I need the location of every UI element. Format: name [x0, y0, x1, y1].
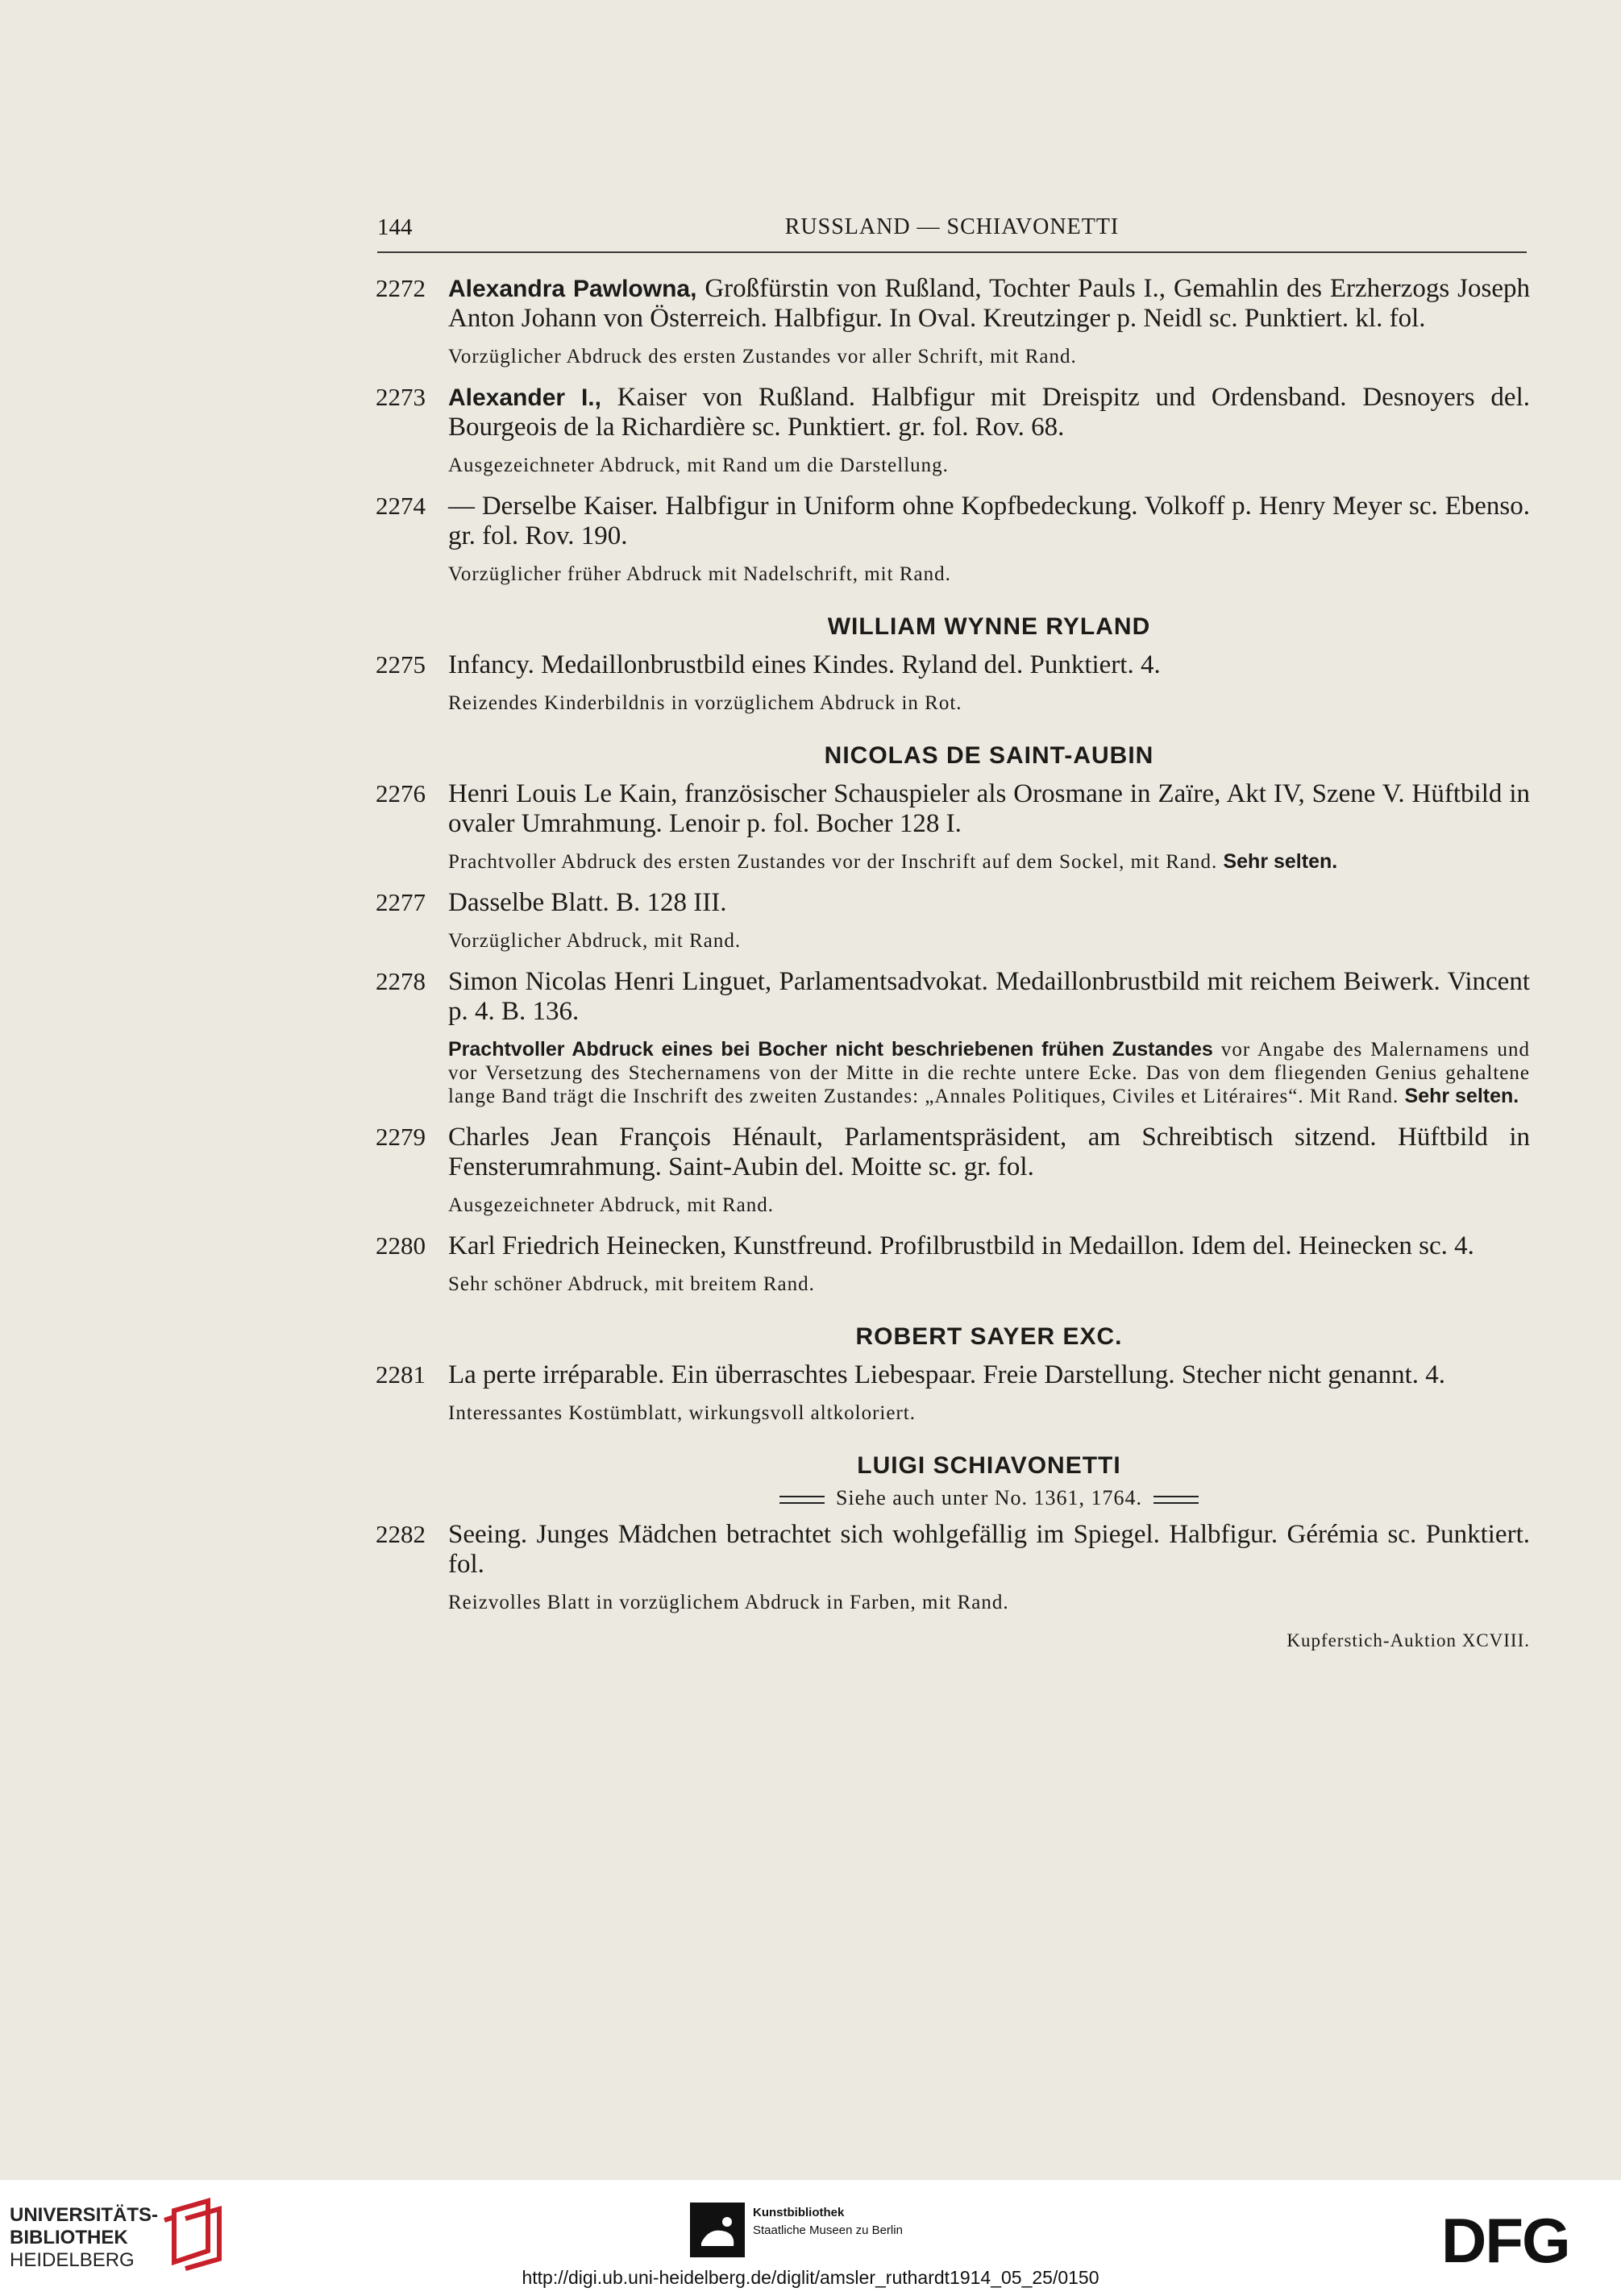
entry-description: Infancy. Medaillonbrustbild eines Kindes. Ryland del. Punktiert. 4. — [448, 650, 1161, 679]
condition-note — [448, 1194, 1530, 1217]
entry-number: 2274 — [376, 492, 426, 520]
condition-note — [448, 454, 1530, 477]
sitter-name: Alexandra Pawlowna, — [448, 276, 697, 302]
catalogue-entry — [376, 274, 1530, 368]
entry-description: Charles Jean François Hénault, Parlamentspräsident, am Schreibtisch sitzend. Hüftbild in Fensterumrahmung. Saint-Aubin del. Moitte sc. gr. fol. — [448, 1123, 1530, 1181]
entry-number: 2278 — [376, 967, 426, 995]
see-also-text: Siehe auch unter No. 1361, 1764. — [835, 1486, 1143, 1509]
kunstbibliothek-logo-icon[interactable] — [690, 2203, 745, 2257]
ub-heidelberg-logo-icon[interactable] — [158, 2194, 234, 2272]
section-heading-sayer: ROBERT SAYER EXC. — [855, 1323, 1123, 1350]
catalogue-entry — [376, 492, 1530, 586]
ub-line-1: UNIVERSITÄTS- — [10, 2204, 159, 2226]
entry-text — [448, 967, 1530, 1027]
entry-group — [376, 650, 1530, 715]
double-rule-right — [1153, 1496, 1199, 1504]
condition-note — [448, 850, 1530, 874]
condition-note — [448, 1591, 1530, 1614]
entry-group — [376, 1520, 1530, 1614]
ub-line-3: HEIDELBERG — [10, 2249, 135, 2271]
page-header — [377, 211, 1527, 253]
entry-description: — Derselbe Kaiser. Halbfigur in Uniform ohne Kopfbedeckung. Volkoff p. Henry Meyer sc. Ebenso. gr. fol. Rov. 190. — [448, 492, 1530, 550]
condition-note — [448, 691, 1530, 715]
entry-number: 2279 — [376, 1123, 426, 1151]
kb-line-1: Kunstbibliothek — [753, 2206, 845, 2219]
entry-group — [376, 274, 1530, 586]
see-also-line — [448, 1486, 1530, 1510]
entry-number: 2272 — [376, 274, 426, 302]
catalogue-entry — [376, 383, 1530, 477]
ub-line-2: BIBLIOTHEK — [10, 2227, 128, 2248]
condition-note — [448, 563, 1530, 586]
condition-note — [448, 1273, 1530, 1296]
entry-text — [448, 1520, 1530, 1580]
entry-description: La perte irréparable. Ein überraschtes Liebespaar. Freie Darstellung. Stecher nicht genannt. 4. — [448, 1360, 1445, 1389]
entry-text — [448, 1360, 1530, 1390]
condition-note-text: Reizvolles Blatt in vorzüglichem Abdruck in Farben, mit Rand. — [448, 1592, 1009, 1613]
condition-note-text: Sehr schöner Abdruck, mit breitem Rand. — [448, 1273, 815, 1295]
entry-description: Seeing. Junges Mädchen betrachtet sich wohlgefällig im Spiegel. Halbfigur. Gérémia sc. Punktiert. fol. — [448, 1520, 1530, 1579]
catalogue-content — [376, 274, 1530, 1651]
catalogue-entry — [376, 779, 1530, 874]
entry-number: 2276 — [376, 779, 426, 808]
condition-note-text: Vorzüglicher früher Abdruck mit Nadelschrift, mit Rand. — [448, 563, 951, 585]
catalogue-entry — [376, 1520, 1530, 1614]
entry-text — [448, 1123, 1530, 1182]
condition-note — [448, 1401, 1530, 1425]
footnote: Kupferstich-Auktion XCVIII. — [1286, 1630, 1530, 1650]
section-heading-ryland: WILLIAM WYNNE RYLAND — [827, 613, 1151, 640]
condition-note-text: Vorzüglicher Abdruck des ersten Zustandes vor aller Schrift, mit Rand. — [448, 346, 1077, 367]
condition-note-text: Prachtvoller Abdruck des ersten Zustandes vor der Inschrift auf dem Sockel, mit Rand. — [448, 851, 1218, 873]
entry-group — [376, 779, 1530, 1296]
sitter-name: Alexander I., — [448, 384, 601, 411]
entry-number: 2277 — [376, 888, 426, 916]
ub-heidelberg-logo-text[interactable] — [10, 2204, 158, 2272]
entry-number: 2275 — [376, 650, 426, 679]
condition-note-text: Ausgezeichneter Abdruck, mit Rand. — [448, 1194, 775, 1216]
entry-description: Großfürstin von Rußland, Tochter Pauls I., Gemahlin des Erzherzogs Joseph Anton Johann von Österreich. Halbfigur. In Oval. Kreutzinger p. Neidl sc. Punktiert. kl. fol. — [448, 274, 1530, 333]
rarity-remark: Sehr selten. — [1223, 850, 1338, 873]
entry-number: 2281 — [376, 1360, 426, 1389]
condition-note-text: vor Angabe des Malernamens und vor Versetzung des Stechernamens von der Mitte in die rechte untere Ecke. Das von dem fliegenden Genius gehaltene lange Band trägt die Inschrift des zweiten Zustandes: „Annales Politiques, Civiles et Litéraires“. Mit Rand. — [448, 1039, 1531, 1107]
entry-description: Dasselbe Blatt. B. 128 III. — [448, 888, 727, 917]
condition-note-text: Ausgezeichneter Abdruck, mit Rand um die Darstellung. — [448, 455, 949, 476]
condition-note-text: Reizendes Kinderbildnis in vorzüglichem Abdruck in Rot. — [448, 692, 962, 714]
entry-text — [448, 1231, 1530, 1261]
condition-note — [448, 1038, 1530, 1108]
catalogue-entry — [376, 888, 1530, 953]
entry-text — [448, 650, 1530, 680]
condition-note-bold: Prachtvoller Abdruck eines bei Bocher nicht beschriebenen frühen Zustandes — [448, 1038, 1213, 1061]
entry-text — [448, 383, 1530, 442]
condition-note-text: Vorzüglicher Abdruck, mit Rand. — [448, 930, 742, 952]
kb-line-2: Staatliche Museen zu Berlin — [753, 2223, 903, 2237]
kunstbibliothek-text — [753, 2204, 903, 2240]
entry-number: 2280 — [376, 1231, 426, 1260]
catalogue-entry — [376, 1123, 1530, 1217]
entry-number: 2282 — [376, 1520, 426, 1548]
entry-text — [448, 492, 1530, 551]
rarity-remark: Sehr selten. — [1404, 1085, 1519, 1107]
entry-description: Simon Nicolas Henri Linguet, Parlamentsadvokat. Medaillonbrustbild mit reichem Beiwerk. Vincent p. 4. B. 136. — [448, 967, 1530, 1026]
entry-group — [376, 1360, 1530, 1425]
entry-text — [448, 888, 1530, 918]
double-rule-left — [779, 1496, 825, 1504]
entry-description: Kaiser von Rußland. Halbfigur mit Dreispitz und Ordensband. Desnoyers del. Bourgeois de la Richardière sc. Punktiert. gr. fol. Rov. 68. — [448, 383, 1530, 442]
entry-text — [448, 779, 1530, 839]
catalogue-entry — [376, 1231, 1530, 1296]
footer-bar — [0, 2180, 1621, 2296]
catalogue-entry — [376, 650, 1530, 715]
condition-note-text: Interessantes Kostümblatt, wirkungsvoll altkoloriert. — [448, 1402, 916, 1424]
page-number: 144 — [377, 214, 413, 240]
entry-description: Karl Friedrich Heinecken, Kunstfreund. Profilbrustbild in Medaillon. Idem del. Heinecken sc. 4. — [448, 1231, 1474, 1260]
permalink-url[interactable]: http://digi.ub.uni-heidelberg.de/diglit/amsler_ruthardt1914_05_25/0150 — [522, 2267, 1099, 2288]
condition-note — [448, 345, 1530, 368]
catalogue-entry — [376, 1360, 1530, 1425]
section-heading-schiavonetti: LUIGI SCHIAVONETTI — [857, 1452, 1121, 1479]
section-heading-saint-aubin: NICOLAS DE SAINT-AUBIN — [824, 742, 1154, 769]
entry-number: 2273 — [376, 383, 426, 411]
catalogue-entry — [376, 967, 1530, 1108]
entry-description: Henri Louis Le Kain, französischer Schauspieler als Orosmane in Zaïre, Akt IV, Szene V. Hüftbild in ovaler Umrahmung. Lenoir p. fol. Bocher 128 I. — [448, 779, 1530, 838]
entry-text — [448, 274, 1530, 334]
dfg-logo[interactable]: DFG — [1441, 2205, 1569, 2276]
running-head: RUSSLAND — SCHIAVONETTI — [784, 214, 1120, 239]
condition-note — [448, 929, 1530, 953]
